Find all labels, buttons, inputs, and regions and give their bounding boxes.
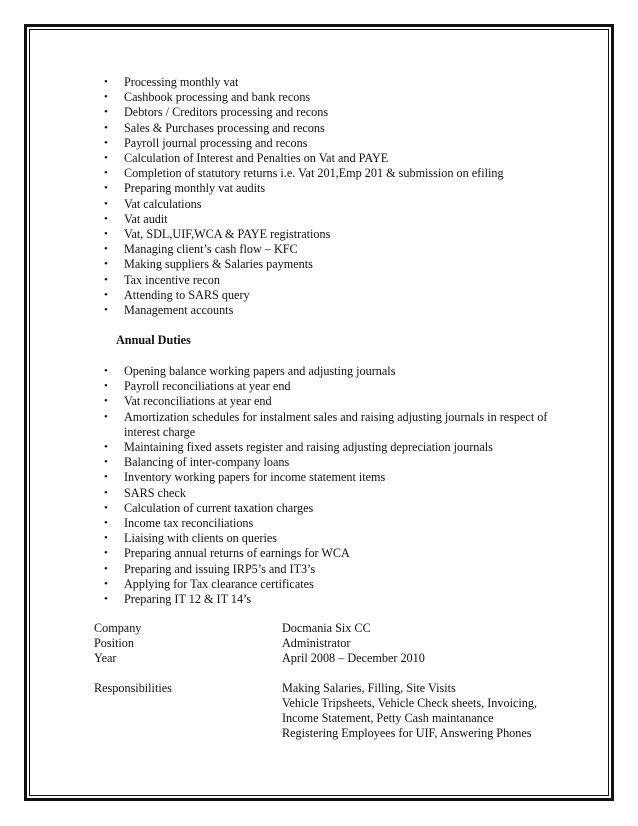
bullet-icon: • (104, 547, 108, 560)
annual-duties-list (0, 364, 638, 607)
bullet-icon: • (104, 182, 108, 195)
list-item: • Sales & Purchases processing and recons (104, 120, 325, 135)
list-item: • Vat, SDL,UIF,WCA & PAYE registrations (104, 227, 331, 242)
bullet-icon: • (104, 365, 108, 377)
bullet-icon: • (104, 152, 108, 165)
list-item: • Calculation of current taxation charges (104, 500, 314, 515)
bullet-icon: • (104, 395, 108, 408)
bullet-icon: • (104, 197, 108, 210)
list-item: • Tax incentive recon (104, 272, 220, 287)
list-item: • Cashbook processing and bank recons (104, 90, 311, 105)
bullet-icon: • (104, 76, 108, 88)
bullet-icon: • (104, 121, 108, 134)
bullet-icon: • (104, 228, 108, 241)
bullet-icon: • (104, 136, 108, 149)
list-item: • Debtors / Creditors processing and recons (104, 105, 329, 120)
bullet-icon: • (104, 243, 108, 256)
bullet-icon: • (104, 288, 108, 301)
list-item: • Preparing IT 12 & IT 14’s (104, 592, 252, 607)
list-item: • Maintaining fixed assets register and raising adjusting depreciation journals (104, 440, 493, 455)
list-item: • Preparing and issuing IRP5’s and IT3’s (104, 561, 316, 576)
list-item: • Preparing annual returns of earnings for WCA (104, 546, 350, 561)
annual-duties-heading: Annual Duties (116, 333, 191, 347)
year-label: Year (94, 651, 117, 665)
bullet-icon: • (104, 167, 108, 180)
responsibilities-line: Registering Employees for UIF, Answering Phones (282, 726, 532, 740)
list-item: • Vat calculations (104, 196, 202, 211)
bullet-icon: • (104, 456, 108, 469)
list-item: • Vat audit (104, 211, 168, 226)
list-item: • Management accounts (104, 303, 234, 318)
bullet-icon: • (104, 501, 108, 514)
bullet-icon: • (104, 106, 108, 119)
bullet-icon: • (104, 562, 108, 575)
bullet-icon: • (104, 380, 108, 393)
responsibilities-line: Income Statement, Petty Cash maintanance (282, 711, 494, 725)
bullet-icon: • (104, 91, 108, 104)
bullet-icon: • (104, 486, 108, 499)
bullet-icon: • (104, 273, 108, 286)
list-item: • Opening balance working papers and adjusting journals (104, 364, 396, 378)
bullet-icon: • (104, 410, 108, 423)
list-item: • SARS check (104, 485, 186, 500)
list-item: • Applying for Tax clearance certificates (104, 576, 314, 591)
list-item: • Inventory working papers for income statement items (104, 470, 386, 485)
list-item: • Liaising with clients on queries (104, 531, 277, 546)
list-item: • Amortization schedules for instalment sales and raising adjusting journals in respect of interest charge (104, 409, 548, 439)
responsibilities-line: Making Salaries, Filling, Site Visits (282, 681, 456, 695)
bullet-icon: • (104, 304, 108, 317)
list-item: • Income tax reconciliations (104, 516, 254, 531)
bullet-icon: • (104, 577, 108, 590)
bullet-icon: • (104, 441, 108, 454)
bullet-icon: • (104, 517, 108, 530)
list-item: • Calculation of Interest and Penalties on Vat and PAYE (104, 151, 389, 166)
bullet-icon: • (104, 258, 108, 271)
bullet-icon: • (104, 593, 108, 606)
list-item: • Payroll reconciliations at year end (104, 379, 291, 394)
position-label: Position (94, 636, 134, 650)
list-item: • Completion of statutory returns i.e. Vat 201,Emp 201 & submission on efiling (104, 166, 504, 181)
list-item: • Managing client’s cash flow – KFC (104, 242, 298, 257)
list-item: • Making suppliers & Salaries payments (104, 257, 313, 272)
bullet-icon: • (104, 471, 108, 484)
list-item: • Vat reconciliations at year end (104, 394, 272, 409)
responsibilities-line: Vehicle Tripsheets, Vehicle Check sheets, Invoicing, (282, 696, 537, 710)
position-value: Administrator (282, 636, 351, 650)
year-value: April 2008 – December 2010 (282, 651, 425, 665)
monthly-duties-list (0, 75, 638, 318)
company-value: Docmania Six CC (282, 621, 371, 635)
list-item: • Attending to SARS query (104, 287, 250, 302)
bullet-icon: • (104, 212, 108, 225)
company-label: Company (94, 621, 142, 635)
list-item: • Preparing monthly vat audits (104, 181, 266, 196)
responsibilities-label: Responsibilities (94, 681, 172, 695)
bullet-icon: • (104, 532, 108, 545)
list-item: • Payroll journal processing and recons (104, 135, 308, 150)
list-item: • Balancing of inter-company loans (104, 455, 290, 470)
list-item: • Processing monthly vat (104, 75, 239, 89)
